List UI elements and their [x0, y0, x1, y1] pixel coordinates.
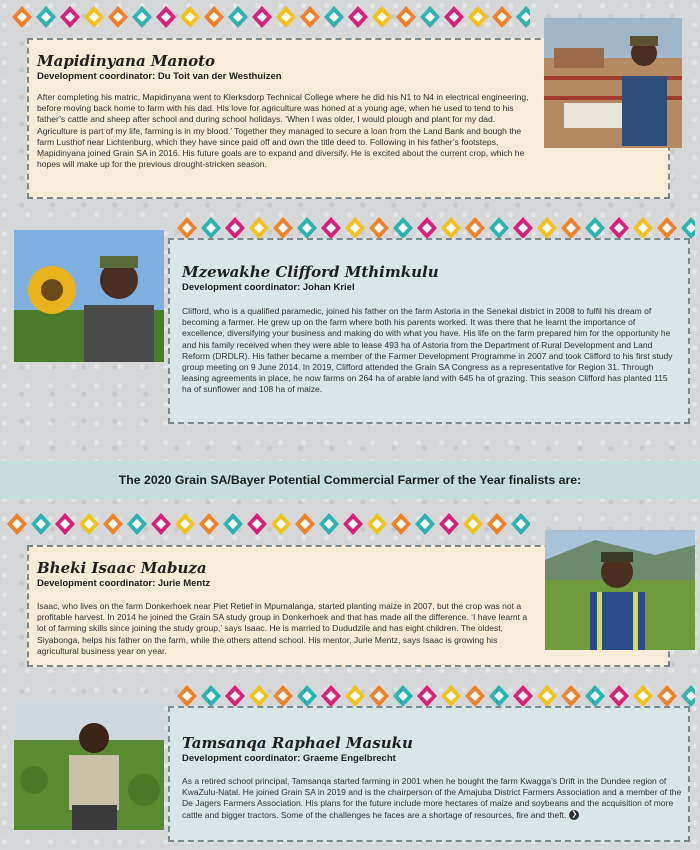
farmer-name: Tamsanqa Raphael Masuku — [182, 734, 413, 752]
profile-card — [168, 706, 690, 842]
coordinator-line: Development coordinator: Du Toit van der Westhuizen — [37, 71, 282, 82]
farmer-photo — [14, 230, 164, 362]
farmer-photo — [545, 530, 695, 650]
farmer-bio: After completing his matric, Mapidinyana went to Klerksdorp Technical College where he did his N1 to N4 in electrical engineering, before moving back home to farm with his dad. His love for agriculture was honed at a young age, when he used to tend to his father’s cattle and sheep after school and during school holidays. ‘When I was older, I would plough and plant for my dad. Agriculture is part of my life, farming is in my blood.’ Together they managed to secure a loan from the Land Bank and bough the farm Lusthof near Lichtenburg, which they have since paid off and own the title deed to. Following in his father’s footsteps, Mapidinyana joined Grain SA in 2016. His future goals are to expand and diversify. He is excited about the current crop, which he hopes will make up for the previous drought-stricken season. — [37, 92, 529, 170]
farmer-photo — [14, 700, 164, 830]
coordinator-line: Development coordinator: Johan Kriel — [182, 282, 355, 293]
farmer-bio — [182, 776, 682, 821]
pattern-band — [175, 684, 695, 708]
farmer-name: Bheki Isaac Mabuza — [37, 559, 207, 577]
coordinator-line: Development coordinator: Jurie Mentz — [37, 578, 211, 589]
farmer-name: Mapidinyana Manoto — [37, 52, 216, 70]
coordinator-line: Development coordinator: Graeme Engelbrecht — [182, 753, 396, 764]
farmer-bio: Isaac, who lives on the farm Donkerhoek near Piet Retief in Mpumalanga, started planting maize in 2007, but the crop was not a profitable harvest. In 2014 he joined the Grain SA study group in Donkerhoek and that has made all the difference. ‘I have learnt a lot of farming skills since joining the study group,’ says Isaac. He is married to Dududzile and has eight children. The oldest, Siyabonga, helps his father on the farm, while the others attend school. His mentor, Jurie Mentz, says Isaac is growing his agricultural business year on year. — [37, 601, 528, 656]
next-arrow-icon[interactable]: ❯ — [569, 810, 579, 820]
pattern-band — [10, 5, 530, 29]
pattern-band — [5, 512, 530, 536]
section-banner — [0, 461, 700, 499]
farmer-name: Mzewakhe Clifford Mthimkulu — [182, 263, 439, 281]
banner-title: The 2020 Grain SA/Bayer Potential Commercial Farmer of the Year finalists are: — [118, 473, 582, 487]
farmer-bio-text: As a retired school principal, Tamsanqa started farming in 2001 when he bought the farm Kwagga’s Drift in the Dundee region of KwaZulu-Natal. He joined Grain SA in 2019 and is the chairperson of the Amajuba District Farmers Association and a member of the De Jagers Farmers Association. His plans for the future include more hectares of maize and soybeans and the acquisition of more cattle and bigger tractors. Some of the challenges he faces are a shortage of resources, fire and theft. — [182, 776, 682, 820]
pattern-band — [175, 216, 695, 240]
farmer-photo — [544, 18, 682, 148]
farmer-bio: Clifford, who is a qualified paramedic, joined his father on the farm Astoria in the Senekal district in 2008 to fulfil his dream of becoming a farmer. He grew up on the farm where both his parents worked. It was there that he learnt the importance of excellence, diversifying your business and making do with what you have. His life on the farm prepared him for the opportunity he and his family received when they were able to lease 493 ha of Astoria from the Department of Rural Development and Land Reform (DRDLR). His father became a member of the Farmer Development Programme in 2007 and took Clifford to his first study group meeting on 9 June 2014. In 2019, Clifford attended the Grain SA Congress as a representative for Region 31. Through leasing agreements in place, he now farms on 264 ha of arable land with 645 ha of grazing. This season Clifford has planted 115 ha of sunflower and 108 ha of maize. — [182, 306, 673, 395]
